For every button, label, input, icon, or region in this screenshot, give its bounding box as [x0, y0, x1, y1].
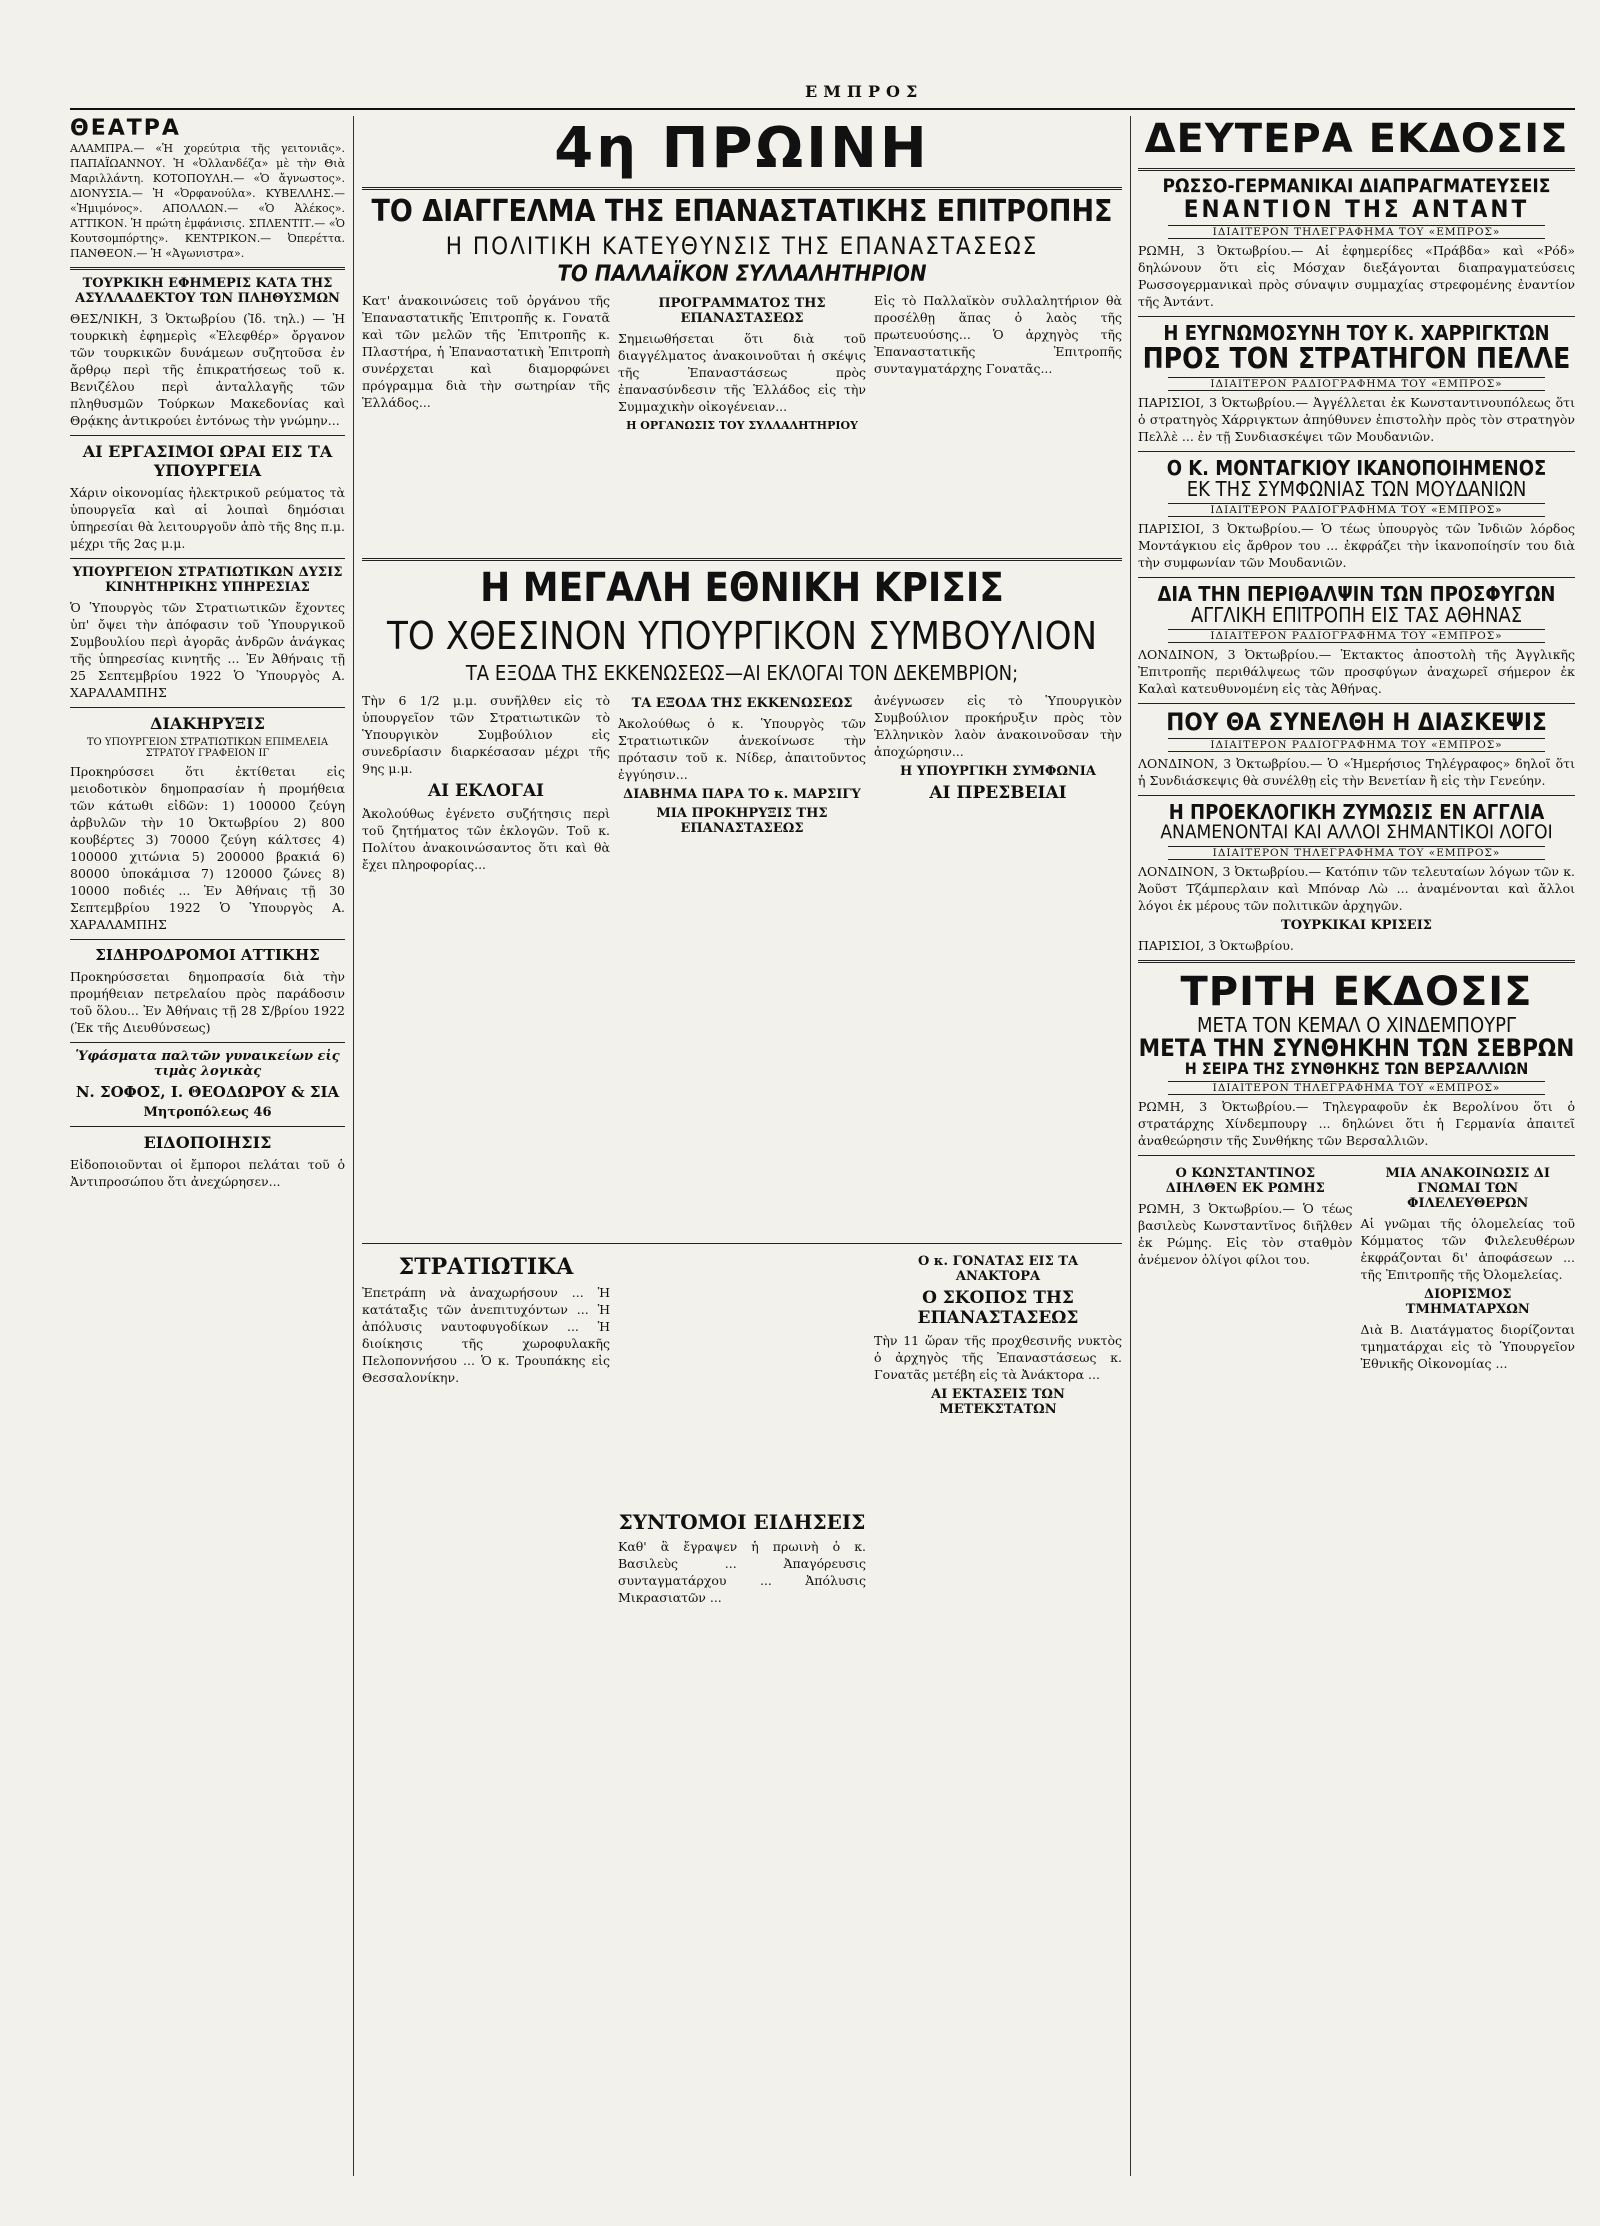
right-sub-5: ΙΔΙΑΙΤΕΡΟΝ ΡΑΔΙΟΓΡΑΦΗΜΑ ΤΟΥ «ΕΜΠΡΟΣ» [1168, 738, 1545, 752]
right-sub-2: ΙΔΙΑΙΤΕΡΟΝ ΡΑΔΙΟΓΡΑΦΗΜΑ ΤΟΥ «ΕΜΠΡΟΣ» [1168, 377, 1545, 391]
diakiryxis-title: ΔΙΑΚΗΡΥΞΙΣ [150, 714, 265, 733]
triti-ekdosis-title: ΤΡΙΤΗ ΕΚΔΟΣΙΣ [1180, 968, 1533, 1015]
left-column [70, 116, 345, 2176]
right-sub-3: ΙΔΙΑΙΤΕΡΟΝ ΡΑΔΙΟΓΡΑΦΗΜΑ ΤΟΥ «ΕΜΠΡΟΣ» [1168, 503, 1545, 517]
paper-name: ΕΜΠΡΟΣ [805, 82, 924, 101]
krisis-col-1: Τὴν 6 1/2 μ.μ. συνῆλθεν εἰς τὸ ὑπουργεῖον τῶν Στρατιωτικῶν τὸ Ὑπουργικὸν Συμβούλιον εἰς συνεδρίασιν διαρκέσασαν μέχρι τῆς 9ης μ.μ. [362, 692, 610, 776]
right-t7: ΠΑΡΙΣΙΟΙ, 3 Ὀκτωβρίου. [1138, 937, 1294, 953]
masthead [70, 80, 1575, 110]
ergasimoi-title: ΑΙ ΕΡΓΑΣΙΜΟΙ ΩΡΑΙ ΕΙΣ ΤΑ ΥΠΟΥΡΓΕΙΑ [82, 442, 333, 480]
diakiryxis-sub: ΤΟ ΥΠΟΥΡΓΕΙΟΝ ΣΤΡΑΤΙΩΤΙΚΩΝ ΕΠΙΜΕΛΕΙΑ ΣΤΡΑΤΟΥ ΓΡΑΦΕΙΟΝ ΙΓ [86, 737, 329, 759]
right-h2: ΕΝΑΝΤΙΟΝ ΤΗΣ ΑΝΤΑΝΤ [1183, 194, 1530, 223]
ad-firm: Ν. ΣΟΦΟΣ, Ι. ΘΕΟΔΩΡΟΥ & ΣΙΑ [75, 1083, 340, 1101]
right-h3: Η ΕΥΓΝΩΜΟΣΥΝΗ ΤΟΥ Κ. ΧΑΡΡΙΓΚΤΩΝ [1163, 321, 1550, 346]
ekloges-text: Ἀκολούθως ἐγένετο συζήτησις περὶ τοῦ ζητήματος τῶν ἐκλογῶν. Τοῦ κ. Πολίτου ἀνακοινώσαντος ὅτι καὶ θὰ ἔχει πληροφορίας... [362, 805, 610, 872]
right-h4: ΠΡΟΣ ΤΟΝ ΣΤΡΑΤΗΓΟΝ ΠΕΛΛΕ [1142, 342, 1571, 376]
right-sub-4: ΙΔΙΑΙΤΕΡΟΝ ΡΑΔΙΟΓΡΑΦΗΜΑ ΤΟΥ «ΕΜΠΡΟΣ» [1168, 629, 1545, 643]
right-h1: ΡΩΣΣΟ-ΓΕΡΜΑΝΙΚΑΙ ΔΙΑΠΡΑΓΜΑΤΕΥΣΕΙΣ [1162, 175, 1551, 197]
center-top-columns [362, 292, 1122, 552]
center-col-1: Κατ' ἀνακοινώσεις τοῦ ὀργάνου τῆς Ἐπαναστατικῆς Ἐπιτροπῆς κ. Γονατᾶ καὶ τῶν μελῶν τῆς Ἐπιτροπῆς κ. Πλαστήρα, ἡ Ἐπαναστατικὴ Ἐπιτροπὴ συνέρχεται καὶ διαμορφώνει πρόγραμμα διὰ τὴν σωτηρίαν τῆς Ἑλλάδος... [362, 292, 610, 410]
syntomoi-text: Καθ' ἃ ἔγραψεν ἡ πρωινὴ ὁ κ. Βασιλεὺς ... Ἀπαγόρευσις συνταγματάρχου ... Ἀπόλυσις Μικρασιατῶν ... [618, 1538, 866, 1605]
center-head-2: Η ΠΟΛΙΤΙΚΗ ΚΑΤΕΥΘΥΝΣΙΣ ΤΗΣ ΕΠΑΝΑΣΤΑΣΕΩΣ [445, 231, 1039, 260]
right-h8: ΑΓΓΛΙΚΗ ΕΠΙΤΡΟΠΗ ΕΙΣ ΤΑΣ ΑΘΗΝΑΣ [1190, 602, 1523, 627]
sidirodromoi-text: Προκηρύσσεται δημοπρασία διὰ τὴν προμήθειαν πετρελαίου πρὸς παράδοσιν τοῦ ὅλου... Ἐν Ἀθήναις τῇ 28 Σ/βρίου 1922 (Ἐκ τῆς Διευθύνσεως) [70, 969, 345, 1035]
right-bottom-columns [1138, 1162, 1575, 1372]
prokiryxis-head: ΜΙΑ ΠΡΟΚΗΡΥΞΙΣ ΤΗΣ ΕΠΑΝΑΣΤΑΣΕΩΣ [656, 805, 828, 836]
right-sub-7: ΙΔΙΑΙΤΕΡΟΝ ΤΗΛΕΓΡΑΦΗΜΑ ΤΟΥ «ΕΜΠΡΟΣ» [1168, 1081, 1545, 1095]
right-h14: ΜΕΤΑ ΤΗΝ ΣΥΝΘΗΚΗΝ ΤΩΝ ΣΕΒΡΩΝ [1138, 1033, 1575, 1062]
stratiotikon-text: Ὁ Ὑπουργὸς τῶν Στρατιωτικῶν ἔχοντες ὑπ' ὄψει τὴν ἀπόφασιν τοῦ Ὑπουργικοῦ Συμβουλίου περὶ ἀγορᾶς ἀνδρῶν ἀνάγκας τῆς ὑπηρεσίας κινητῆς ... Ἐν Ἀθήναις τῇ 25 Σεπτεμβρίου 1922 Ὁ Ὑπουργὸς Α. ΧΑΡΑΛΑΜΠΗΣ [70, 600, 345, 700]
eidopoiisis-text: Εἰδοποιοῦνται οἱ ἔμποροι πελάται τοῦ ὁ Ἀντιπροσώπου ὅτι ἀνεχώρησεν... [70, 1157, 345, 1189]
center-head-6: ΤΑ ΕΞΟΔΑ ΤΗΣ ΕΚΚΕΝΩΣΕΩΣ—ΑΙ ΕΚΛΟΓΑΙ ΤΟΝ ΔΕΚΕΜΒΡΙΟΝ; [465, 660, 1019, 685]
gonatas-head-2: Ο ΣΚΟΠΟΣ ΤΗΣ ΕΠΑΝΑΣΤΑΣΕΩΣ [917, 1287, 1079, 1328]
ad-address: Μητροπόλεως 46 [143, 1105, 272, 1120]
center-bottom-columns [362, 1250, 1122, 1810]
krisis-col-3: ἀνέγνωσεν εἰς τὸ Ὑπουργικὸν Συμβούλιον προκήρυξιν πρὸς τὸν Ἑλληνικὸν λαὸν ἀνακοινοῦσαν τὴν ἀποχώρησιν... [874, 692, 1122, 759]
right-h7: ΔΙΑ ΤΗΝ ΠΕΡΙΘΑΛΨΙΝ ΤΩΝ ΠΡΟΣΦΥΓΩΝ [1157, 581, 1556, 606]
right-h9: ΠΟΥ ΘΑ ΣΥΝΕΛΘΗ Η ΔΙΑΣΚΕΨΙΣ [1166, 707, 1547, 736]
right-t2: ΠΑΡΙΣΙΟΙ, 3 Ὀκτωβρίου.— Ἀγγέλλεται ἐκ Κωνσταντινουπόλεως ὅτι ὁ στρατηγὸς Χάρριγκτων ἀπηύθυνεν ἐπιστολὴν πρὸς τὸν στρατηγὸν Πελλὲ ... ἐν τῇ Συνδιασκέψει τῶν Μουδανιῶν. [1138, 394, 1575, 444]
right-h17: ΜΙΑ ΑΝΑΚΟΙΝΩΣΙΣ ΔΙ ΓΝΩΜΑΙ ΤΩΝ ΦΙΛΕΛΕΥΘΕΡΩΝ [1385, 1165, 1550, 1211]
diakiryxis-text: Προκηρύσσει ὅτι ἐκτίθεται εἰς μειοδοτικὸν δημοπρασίαν ἡ προμήθεια τῶν κάτωθι εἰδῶν: 1) 100000 ζεύγη ἀρβυλῶν τὴν 10 Ὀκτωβρίου 2) 800 κουβέρτες 3) 70000 ζεύγη κάλτσες 4) 100000 χιτώνια 5) 200000 βρακιά 6) 80000 ὑποκάμισα 7) 120000 ζώνες 8) 10000 ποδιές ... Ἐν Ἀθήναις τῇ 30 Σεπτεμβρίου 1922 Ὁ Ὑπουργὸς Α. ΧΑΡΑΛΑΜΠΗΣ [70, 764, 345, 932]
center-head-1: ΤΟ ΔΙΑΓΓΕΛΜΑ ΤΗΣ ΕΠΑΝΑΣΤΑΤΙΚΗΣ ΕΠΙΤΡΟΠΗΣ [371, 194, 1113, 229]
gonatas-head: Ο κ. ΓΟΝΑΤΑΣ ΕΙΣ ΤΑ ΑΝΑΚΤΟΡΑ [917, 1253, 1079, 1284]
theatra-title: ΘΕΑΤΡΑ [70, 116, 181, 141]
ad-text: Ὑφάσματα παλτῶν γυναικείων εἰς τιμὰς λογικὰς [75, 1049, 340, 1079]
right-h16: Ο ΚΩΝΣΤΑΝΤΙΝΟΣ ΔΙΗΛΘΕΝ ΕΚ ΡΩΜΗΣ [1165, 1165, 1325, 1196]
right-sub-1: ΙΔΙΑΙΤΕΡΟΝ ΤΗΛΕΓΡΑΦΗΜΑ ΤΟΥ «ΕΜΠΡΟΣ» [1168, 225, 1545, 239]
center-head-3: ΤΟ ΠΑΛΛΑΪΚΟΝ ΣΥΛΛΑΛΗΤΗΡΙΟΝ [557, 261, 927, 287]
right-t4: ΛΟΝΔΙΝΟΝ, 3 Ὀκτωβρίου.— Ἐκτακτος ἀποστολὴ τῆς Ἀγγλικῆς Ἐπιτροπῆς περιθάλψεως τῶν προσφύγων ἀναχωρεῖ σήμερον ἐκ Καλαὶ κατευθυνομένη εἰς τὰς Ἀθήνας. [1138, 646, 1575, 696]
right-h5: Ο Κ. ΜΟΝΤΑΓΚΙΟΥ ΙΚΑΝΟΠΟΙΗΜΕΝΟΣ [1166, 455, 1547, 480]
right-t11: Διὰ Β. Διατάγματος διορίζονται τμηματάρχαι εἰς τὸ Ὑπουργεῖον Ἐθνικῆς Οἰκονομίας ... [1360, 1321, 1575, 1371]
right-t8: ΡΩΜΗ, 3 Ὀκτωβρίου.— Τηλεγραφοῦν ἐκ Βερολίνου ὅτι ὁ στρατάρχης Χίνδεμπουργ ... δηλώνει ὅτι ἡ Γερμανία ἀπαιτεῖ ἀναθεώρησιν τῆς Συνθήκης τῶν Βερσαλλιῶν. [1138, 1098, 1575, 1148]
right-t6: ΛΟΝΔΙΝΟΝ, 3 Ὀκτωβρίου.— Κατόπιν τῶν τελευταίων λόγων τῶν κ. Ἀοῦστ Τζάμπερλαιν καὶ Μπόναρ Λὼ ... ἀναμένονται καὶ ἄλλοι λόγοι ἐκ μέρους τῶν πολιτικῶν ἀρχηγῶν. [1138, 863, 1575, 913]
stratiotikon-title: ΥΠΟΥΡΓΕΙΟΝ ΣΤΡΑΤΙΩΤΙΚΩΝ ΔΥΣΙΣ ΚΙΝΗΤΗΡΙΚΗΣ ΥΠΗΡΕΣΙΑΣ [72, 565, 343, 595]
gonatas-text: Τὴν 11 ὥραν τῆς προχθεσινῆς νυκτὸς ὁ ἀρχηγὸς τῆς Ἐπαναστάσεως κ. Γονατᾶς μετέβη εἰς τὰ Ἀνάκτορα ... [874, 1332, 1122, 1382]
right-h18: ΔΙΟΡΙΣΜΟΣ ΤΜΗΜΑΤΑΡΧΩΝ [1405, 1286, 1530, 1317]
right-t1: ΡΩΜΗ, 3 Ὀκτωβρίου.— Αἱ ἐφημερίδες «Πράβδα» καὶ «Ρόδ» δηλώνουν ὅτι εἰς Μόσχαν διεξάγονται διαπραγματεύσεις Ρωσσογερμανικαὶ πρὸς σύναψιν συμμαχίας στρεφομένης ἐναντίον τῆς Ἀντάντ. [1138, 243, 1575, 310]
syntomoi-head: ΣΥΝΤΟΜΟΙ ΕΙΔΗΣΕΙΣ [618, 1509, 866, 1534]
right-t5: ΛΟΝΔΙΝΟΝ, 3 Ὀκτωβρίου.— Ὁ «Ἡμερήσιος Τηλέγραφος» δηλοῖ ὅτι ἡ Συνδιάσκεψις θὰ συνέλθῃ εἰς τὴν Βενετίαν ἢ εἰς τὴν Γενεύην. [1138, 755, 1575, 788]
tourkiki-text: ΘΕΣ/ΝΙΚΗ, 3 Ὀκτωβρίου (Ἰδ. τηλ.) — Ἡ τουρκικὴ ἐφημερὶς «Ἐλεφθέρ» ὄργανον τῶν τουρκικῶν δυνάμεων συζητοῦσα ἐν ἄρθρῳ περὶ τῆς ἐπικρατήσεως τοῦ κ. Βενιζέλου περὶ ἀνταλλαγῆς τῶν πληθυσμῶν Τούρκων Μακεδονίας καὶ Θρᾴκης ἀντικρούει ἐντόνως τὴν γνώμην... [70, 311, 345, 428]
theatra-text: ΑΛΑΜΠΡΑ.— «Ἡ χορεύτρια τῆς γειτονιᾶς». ΠΑΠΑΪΩΑΝΝΟΥ. Ἡ «Ὀλλανδέζα» μὲ τὴν Θιὰ Μαριλλάντη. ΚΟΤΟΠΟΥΛΗ.— «Ὁ ἄγνωστος». ΔΙΟΝΥΣΙΑ.— Ἡ «Ὀρφανούλα». ΚΥΒΕΛΛΗΣ.— «Ἡμιμόνος». ΑΠΟΛΛΩΝ.— «Ὁ Ἀλέκος». ΑΤΤΙΚΟΝ. Ἡ πρώτη ἐμφάνισις. ΣΠΛΕΝΤΙΤ.— «Ὁ Κουτσομπόρτης». ΚΕΝΤΡΙΚΟΝ.— Ὀπερέττα. ΠΑΝΘΕΟΝ.— Ἡ «Ἀγωνιστρα». [70, 142, 345, 260]
center-col2-head2: Η ΟΡΓΑΝΩΣΙΣ ΤΟΥ ΣΥΛΛΑΛΗΤΗΡΙΟΥ [626, 418, 858, 432]
center-head-5: ΤΟ ΧΘΕΣΙΝΟΝ ΥΠΟΥΡΓΙΚΟΝ ΣΥΜΒΟΥΛΙΟΝ [386, 613, 1098, 658]
ekloges-head: ΑΙ ΕΚΛΟΓΑΙ [427, 780, 544, 801]
sidirodromoi-title: ΣΙΔΗΡΟΔΡΟΜΟΙ ΑΤΤΙΚΗΣ [95, 946, 320, 964]
tourkiki-title: ΤΟΥΡΚΙΚΗ ΕΦΗΜΕΡΙΣ ΚΑΤΑ ΤΗΣ ΑΣΥΛΛΑΔΕΚΤΟΥ ΤΩΝ ΠΛΗΘΥΣΜΩΝ [75, 276, 340, 306]
deutera-ekdosis-title: ΔΕΥΤΕΡΑ ΕΚΔΟΣΙΣ [1144, 116, 1569, 162]
symfonia-head: Η ΥΠΟΥΡΓΙΚΗ ΣΥΜΦΩΝΙΑ [900, 763, 1096, 779]
center-column [362, 116, 1122, 2176]
ektaseis-head: ΑΙ ΕΚΤΑΣΕΙΣ ΤΩΝ ΜΕΤΕΚΣΤΑΤΩΝ [931, 1386, 1065, 1417]
stratiotika-text: Ἐπετράπη νὰ ἀναχωρήσουν ... Ἡ κατάταξις τῶν ἀνεπιτυχόντων ... Ἡ ἀπόλυσις ναυτοφυγοδίκων ... Ἡ διοίκησις τῆς χωροφυλακῆς Πελοποννήσου ... Ὁ κ. Τρουπάκης εἰς Θεσσαλονίκην. [362, 1284, 610, 1385]
center-col-3: Εἰς τὸ Παλλαϊκὸν συλλαλητήριον θὰ προσέλθῃ ἅπας ὁ λαὸς τῆς πρωτευούσης... Ὁ ἀρχηγὸς τῆς Ἐπαναστατικῆς Ἐπιτροπῆς συνταγματάρχης Γονατᾶς... [874, 292, 1122, 376]
eidopoiisis-title: ΕΙΔΟΠΟΙΗΣΙΣ [143, 1133, 272, 1152]
edition-title: 4η ΠΡΩΙΝΗ [554, 116, 930, 181]
right-h10: Η ΠΡΟΕΚΛΟΓΙΚΗ ΖΥΜΩΣΙΣ ΕΝ ΑΓΓΛΙΑ [1168, 799, 1545, 824]
exoda-text: Ἀκολούθως ὁ κ. Ὑπουργὸς τῶν Στρατιωτικῶν ἀνεκοίνωσε τὴν πρότασιν τοῦ κ. Νίδερ, ἀπαιτοῦντος ἐγγύησιν... [618, 715, 866, 782]
center-mid-columns [362, 692, 1122, 1237]
right-t9: ΡΩΜΗ, 3 Ὀκτωβρίου.— Ὁ τέως βασιλεὺς Κωνσταντῖνος διῆλθεν ἐκ Ρώμης. Εἰς τὸν σταθμὸν ἀνέμενον ὀλίγοι φίλοι του. [1138, 1200, 1353, 1267]
diavima-head: ΔΙΑΒΗΜΑ ΠΑΡΑ ΤΟ κ. ΜΑΡΣΙΓΥ [623, 786, 861, 802]
right-column [1138, 116, 1575, 2176]
right-h11: ΑΝΑΜΕΝΟΝΤΑΙ ΚΑΙ ΑΛΛΟΙ ΣΗΜΑΝΤΙΚΟΙ ΛΟΓΟΙ [1160, 820, 1553, 843]
ergasimoi-text: Χάριν οἰκονομίας ἠλεκτρικοῦ ρεύματος τὰ ὑπουργεῖα καὶ αἱ λοιπαὶ δημόσιαι ὑπηρεσίαι θὰ λειτουργοῦν ἀπὸ τῆς 8ης π.μ. μέχρι τῆς 2ας μ.μ. [70, 485, 345, 551]
right-t3: ΠΑΡΙΣΙΟΙ, 3 Ὀκτωβρίου.— Ὁ τέως ὑπουργὸς τῶν Ἰνδιῶν λόρδος Μοντάγκιου εἰς ἄρθρον του ... ἐκφράζει τὴν ἱκανοποίησίν του διὰ τὴν συμφωνίαν τῶν Μουδανιῶν. [1138, 520, 1575, 570]
newspaper-page [70, 80, 1575, 2180]
center-head-4: Η ΜΕΓΑΛΗ ΕΘΝΙΚΗ ΚΡΙΣΙΣ [480, 564, 1004, 611]
right-h15: Η ΣΕΙΡΑ ΤΗΣ ΣΥΝΘΗΚΗΣ ΤΩΝ ΒΕΡΣΑΛΛΙΩΝ [1184, 1058, 1529, 1078]
center-col-2: Σημειωθήσεται ὅτι διὰ τοῦ διαγγέλματος ἀνακοινοῦται ἡ σκέψις τῆς Ἐπαναστάσεως πρὸς ἐπανασύνδεσιν τῆς Ἑλλάδος εἰς τὴν Συμμαχικὴν οἰκογένειαν... [618, 330, 866, 414]
right-h6: ΕΚ ΤΗΣ ΣΥΜΦΩΝΙΑΣ ΤΩΝ ΜΟΥΔΑΝΙΩΝ [1186, 476, 1527, 501]
right-h13: ΜΕΤΑ ΤΟΝ ΚΕΜΑΛ Ο ΧΙΝΔΕΜΠΟΥΡΓ [1197, 1012, 1516, 1037]
center-col2-head: ΠΡΟΓΡΑΜΜΑΤΟΣ ΤΗΣ ΕΠΑΝΑΣΤΑΣΕΩΣ [658, 295, 826, 326]
right-h12: ΤΟΥΡΚΙΚΑΙ ΚΡΙΣΕΙΣ [1281, 917, 1432, 933]
exoda-head: ΤΑ ΕΞΟΔΑ ΤΗΣ ΕΚΚΕΝΩΣΕΩΣ [631, 695, 853, 711]
right-t10: Αἱ γνῶμαι τῆς ὁλομελείας τοῦ Κόμματος τῶν Φιλελευθέρων ἐκφράζονται δι' ἀποφάσεων ... τῆς Ἐπιτροπῆς τῆς Ὀλομελείας. [1360, 1215, 1575, 1282]
stratiotika-head: ΣΤΡΑΤΙΩΤΙΚΑ [398, 1253, 574, 1280]
presveiai-head: ΑΙ ΠΡΕΣΒΕΙΑΙ [929, 782, 1067, 803]
right-sub-6: ΙΔΙΑΙΤΕΡΟΝ ΤΗΛΕΓΡΑΦΗΜΑ ΤΟΥ «ΕΜΠΡΟΣ» [1168, 846, 1545, 860]
